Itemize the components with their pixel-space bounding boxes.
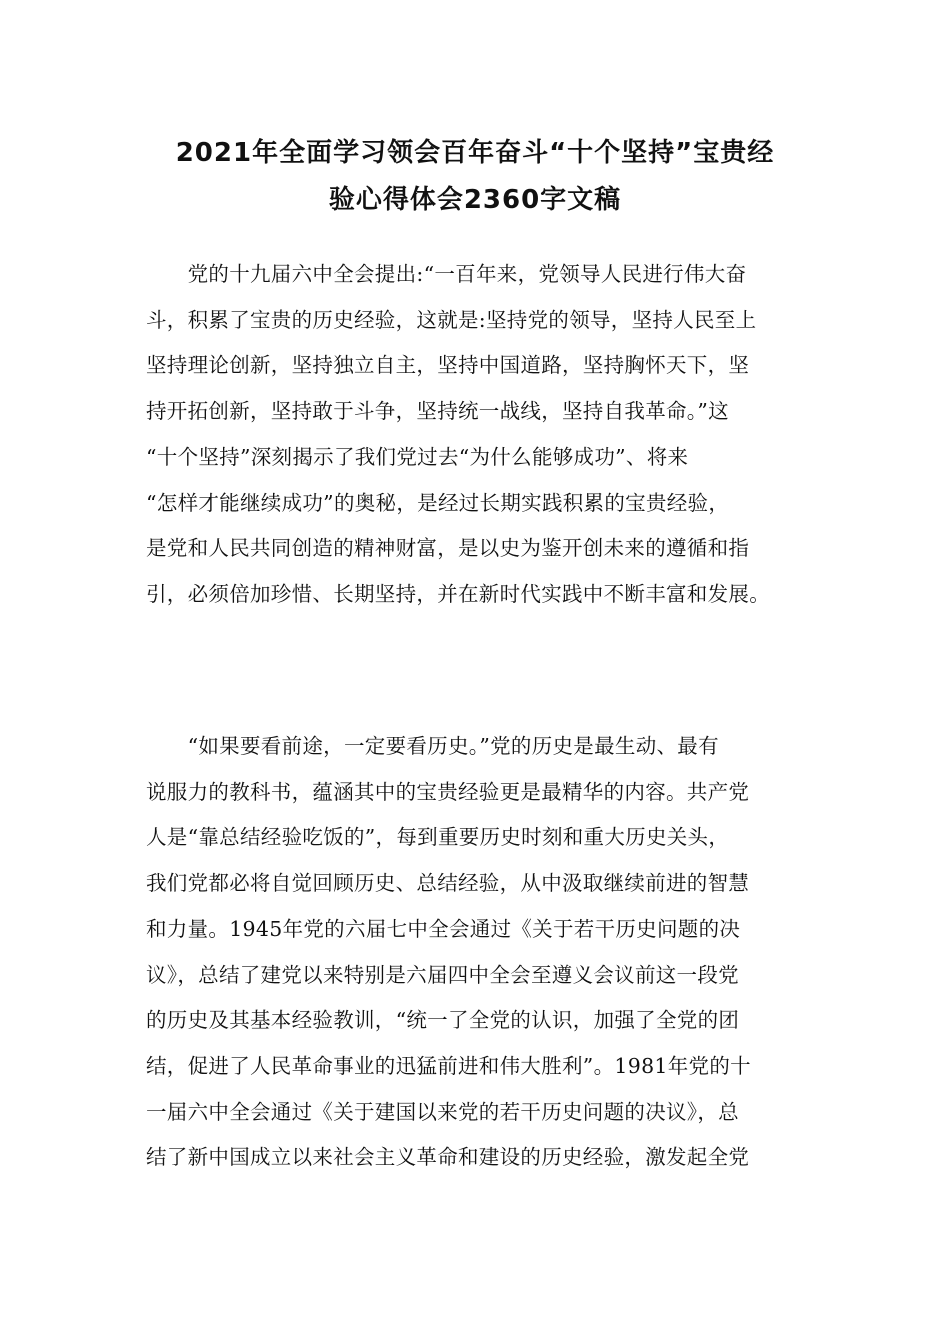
paragraph-line: 党的十九届六中全会提出:“一百年来，党领导人民进行伟大奋 (146, 262, 747, 286)
paragraph-1 (146, 252, 806, 618)
paragraph-line: 一届六中全会通过《关于建国以来党的若干历史问题的决议》，总 (146, 1099, 739, 1124)
paragraph-line: 结了新中国成立以来社会主义革命和建设的历史经验，激发起全党 (146, 1145, 750, 1170)
paragraph-line: “如果要看前途，一定要看历史。”党的历史是最生动、最有 (146, 734, 719, 758)
paragraph-line: “十个坚持”深刻揭示了我们党过去“为什么能够成功”、将来 (146, 444, 689, 469)
paragraph-line: 说服力的教科书，蕴涵其中的宝贵经验更是最精华的内容。共产党 (146, 779, 750, 804)
paragraph-line: 人是“靠总结经验吃饭的”，每到重要历史时刻和重大历史关头， (146, 825, 730, 850)
paragraph-line: 是党和人民共同创造的精神财富，是以史为鉴开创未来的遵循和指 (146, 536, 750, 561)
paragraph-line: “怎样才能继续成功”的奥秘，是经过长期实践积累的宝贵经验， (146, 490, 730, 515)
title-line: 2021年全面学习领会百年奋斗“十个坚持”宝贵经 (175, 138, 775, 168)
paragraph-line: 斗，积累了宝贵的历史经验，这就是:坚持党的领导，坚持人民至上 (146, 307, 757, 332)
paragraph-line: 我们党都必将自觉回顾历史、总结经验，从中汲取继续前进的智慧 (146, 871, 750, 896)
paragraph-line: 议》，总结了建党以来特别是六届四中全会至遵义会议前这一段党 (146, 962, 739, 987)
paragraph-line: 持开拓创新，坚持敢于斗争，坚持统一战线，坚持自我革命。”这 (146, 399, 729, 424)
title-line: 验心得体会2360字文稿 (328, 185, 622, 215)
document-title (140, 130, 810, 224)
paragraph-line: 结，促进了人民革命事业的迅猛前进和伟大胜利”。1981年党的十 (146, 1053, 751, 1078)
paragraph-line: 引，必须倍加珍惜、长期坚持，并在新时代实践中不断丰富和发展。 (146, 581, 770, 606)
paragraph-line: 坚持理论创新，坚持独立自主，坚持中国道路，坚持胸怀天下，坚 (146, 353, 750, 378)
paragraph-line: 和力量。1945年党的六届七中全会通过《关于若干历史问题的决 (146, 916, 741, 941)
paragraph-line: 的历史及其基本经验教训，“统一了全党的认识，加强了全党的团 (146, 1008, 740, 1033)
paragraph-2 (146, 724, 806, 1181)
